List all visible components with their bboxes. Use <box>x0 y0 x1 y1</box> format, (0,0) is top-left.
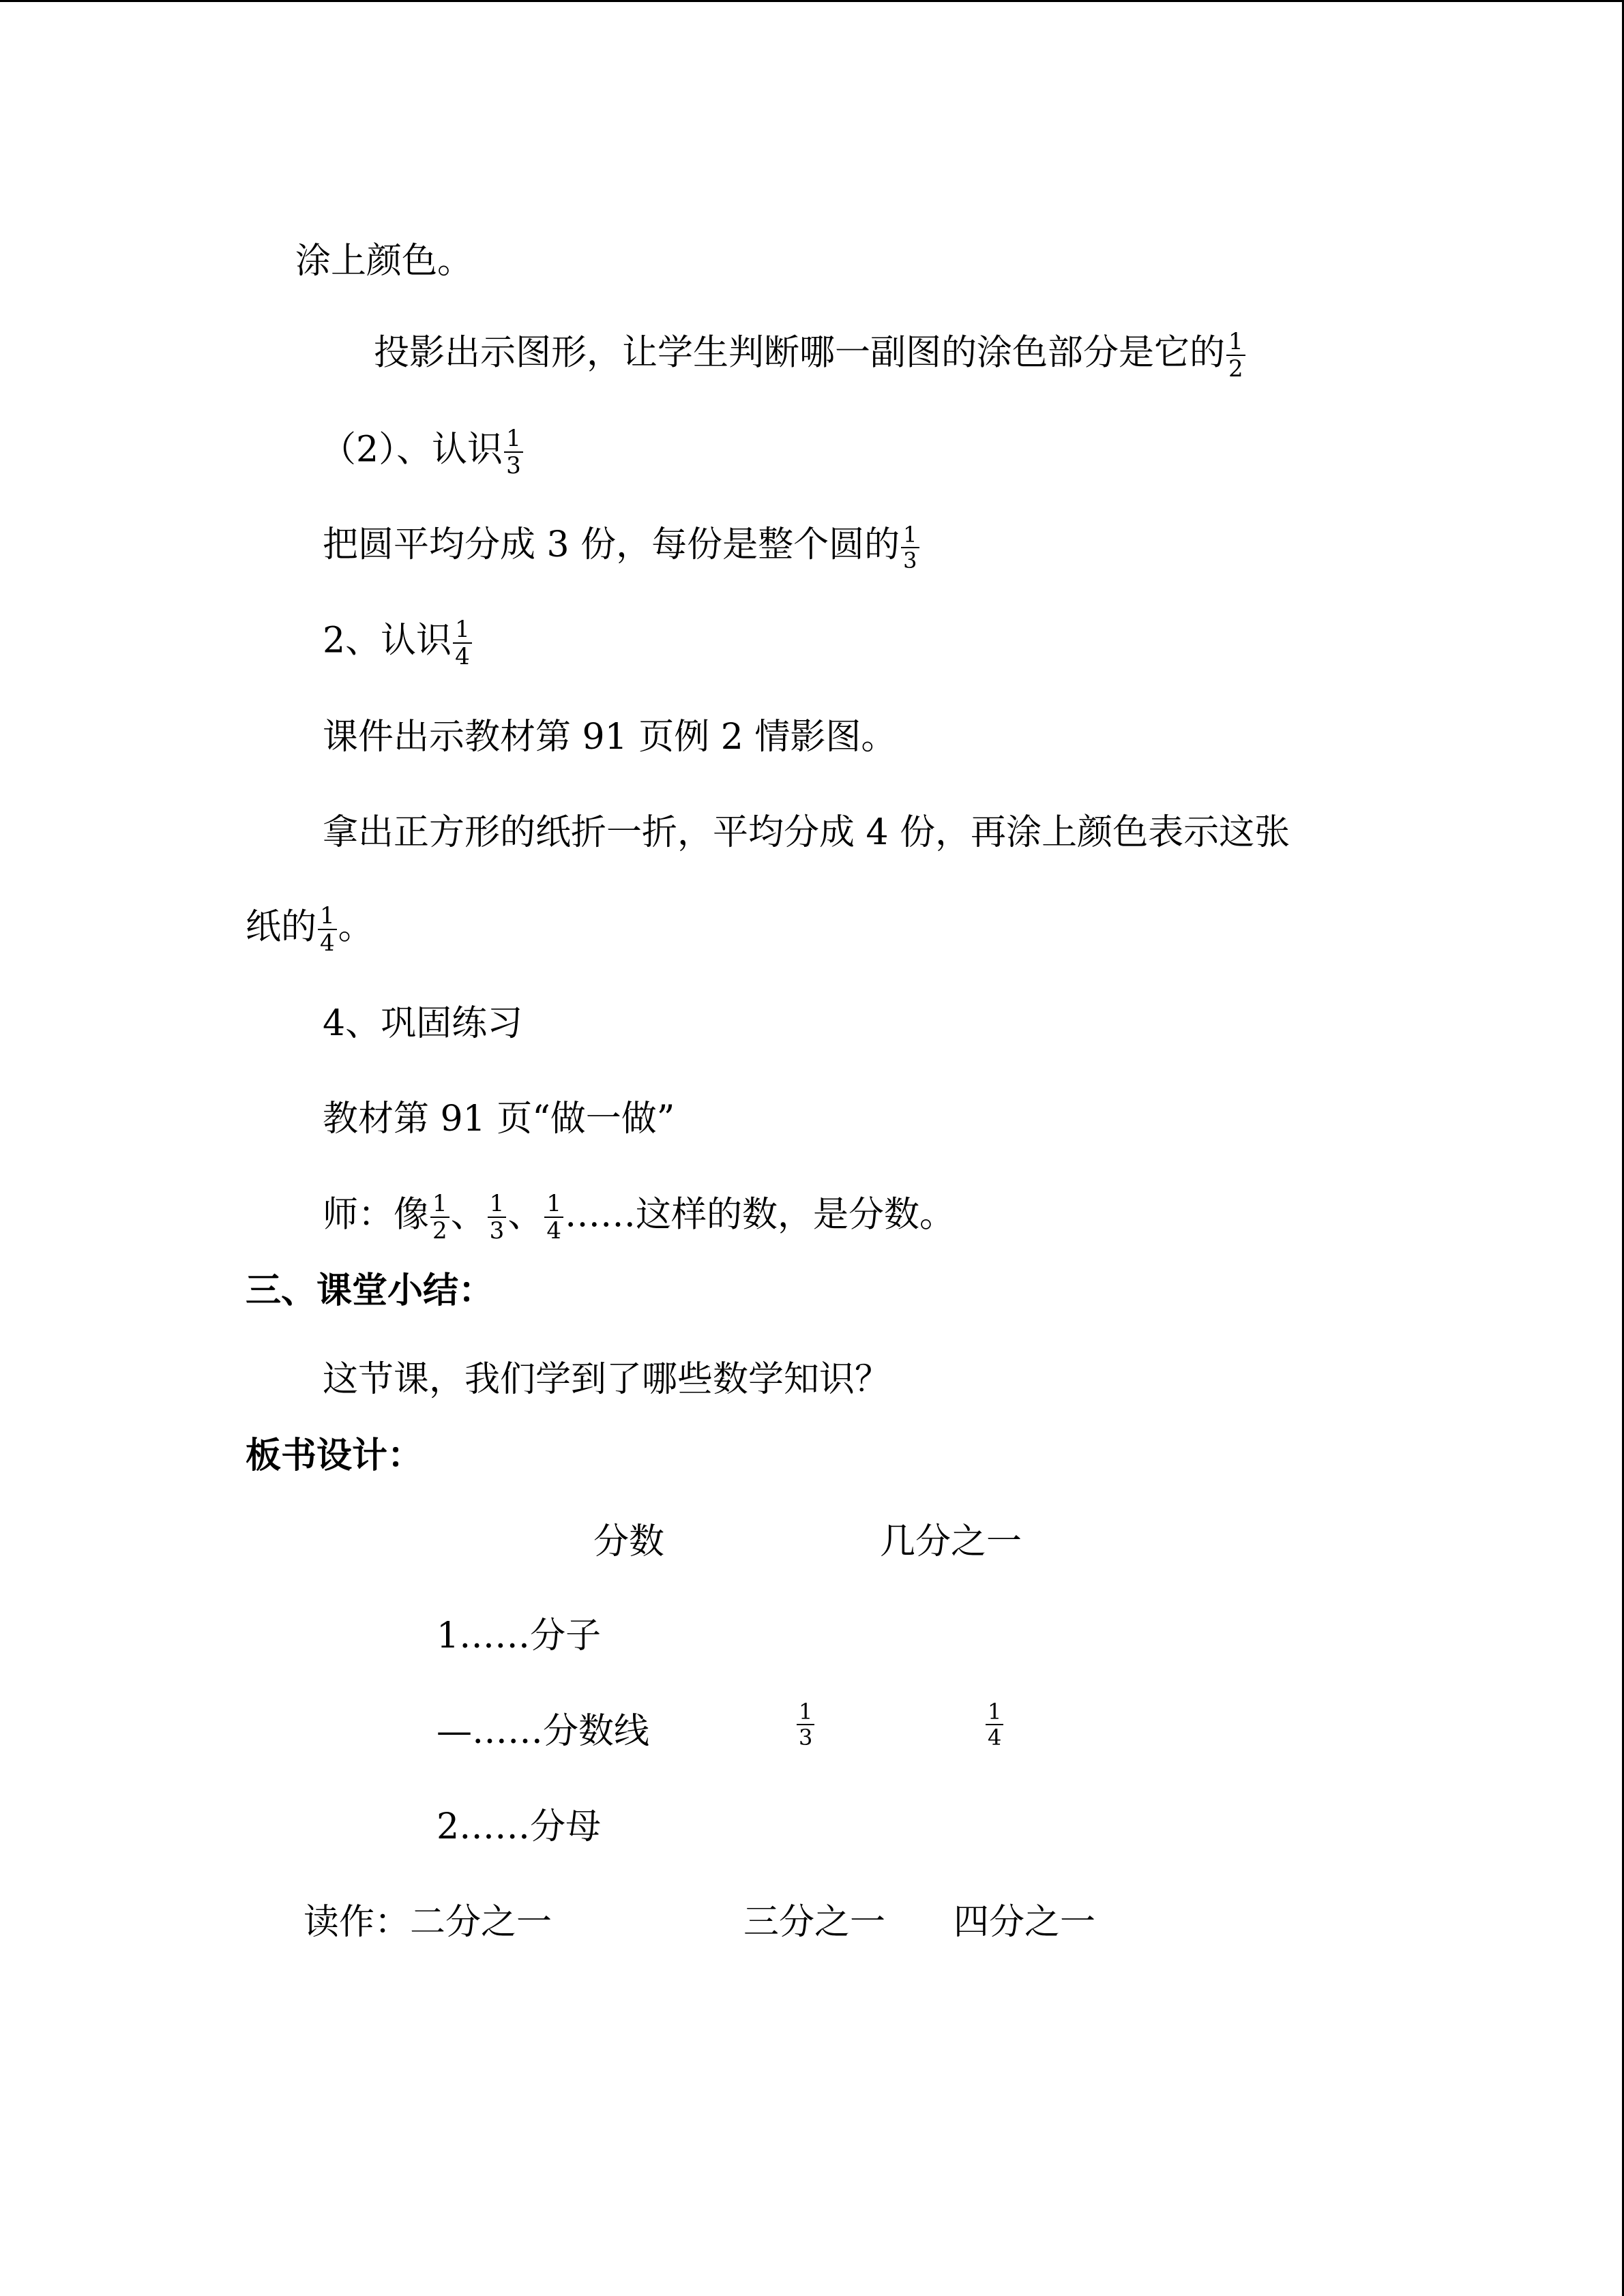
fraction-half <box>1226 329 1245 382</box>
text-span: 分数 <box>593 1521 665 1562</box>
text-span: 这节课，我们学到了哪些数学知识？ <box>323 1359 891 1400</box>
fraction-quarter <box>453 616 472 670</box>
text-line <box>323 713 896 761</box>
fraction-numerator: 1 <box>318 903 337 930</box>
text-span: —……分数线 <box>437 1711 650 1752</box>
text-line <box>321 426 525 479</box>
text-span: 涂上颜色。 <box>295 241 473 282</box>
fraction-denominator: 2 <box>432 1217 447 1244</box>
read-as-quarter <box>954 1898 1095 1946</box>
fraction-numerator: 1 <box>453 616 472 644</box>
text-span: ……这样的数，是分数。 <box>564 1194 955 1236</box>
fraction-numerator: 1 <box>430 1191 449 1218</box>
text-span: 4、巩固练习 <box>323 1003 523 1044</box>
fraction-quarter <box>544 1191 563 1244</box>
fraction-denominator: 3 <box>489 1217 505 1244</box>
read-as-line <box>304 1898 552 1946</box>
fraction-third <box>504 426 523 479</box>
text-line <box>246 903 374 956</box>
text-span: 三、课堂小结： <box>246 1270 494 1311</box>
fraction-denominator: 2 <box>1228 355 1243 383</box>
text-span: 师：像 <box>323 1194 430 1236</box>
text-span: （2）、认识 <box>321 429 503 471</box>
fraction-numerator: 1 <box>1226 329 1245 356</box>
fraction-denominator: 3 <box>903 547 917 573</box>
section-heading <box>246 1267 494 1315</box>
board-row-denominator <box>437 1803 601 1851</box>
fraction-third <box>901 522 919 573</box>
fraction-numerator: 1 <box>504 426 523 453</box>
text-span: 。 <box>338 906 374 948</box>
fraction-quarter <box>986 1699 1003 1750</box>
text-line <box>323 1000 522 1047</box>
text-span: 课件出示教材第 91 页例 2 情影图。 <box>323 717 897 758</box>
text-line <box>323 809 1290 856</box>
fraction-numerator: 1 <box>488 1191 507 1218</box>
text-span: 2、认识 <box>323 620 452 661</box>
fraction-denominator: 4 <box>455 643 470 670</box>
text-span: 拿出正方形的纸折一折，平均分成 4 份，再涂上颜色表示这张 <box>323 812 1290 853</box>
text-span: 2……分母 <box>437 1806 602 1847</box>
fraction-denominator: 3 <box>506 452 521 479</box>
text-line <box>323 1191 955 1244</box>
fraction-denominator: 4 <box>320 929 335 957</box>
text-span: 四分之一 <box>954 1902 1096 1943</box>
text-span: 纸的 <box>246 906 317 948</box>
text-span: 把圆平均分成 3 份，每份是整个圆的 <box>323 524 900 565</box>
fraction-denominator: 4 <box>546 1217 561 1244</box>
section-heading <box>246 1432 423 1480</box>
board-row-fraction-line <box>437 1708 649 1755</box>
text-span: 板书设计： <box>246 1435 424 1476</box>
text-line <box>323 616 473 670</box>
text-span: 、 <box>507 1194 544 1236</box>
fraction-numerator: 1 <box>544 1191 563 1218</box>
fraction-denominator: 4 <box>988 1724 1002 1750</box>
text-line <box>374 329 1247 382</box>
text-span: 读作：二分之一 <box>304 1902 552 1943</box>
text-span: 几分之一 <box>880 1521 1022 1562</box>
board-heading-unit-fraction <box>880 1518 1022 1566</box>
board-fraction-quarter <box>984 1698 1005 1750</box>
text-span: 教材第 91 页“做一做” <box>323 1099 675 1139</box>
board-heading-fraction <box>593 1518 664 1566</box>
fraction-quarter <box>318 903 337 956</box>
board-fraction-third <box>795 1698 816 1750</box>
text-line <box>323 1356 890 1403</box>
board-row-numerator <box>437 1612 601 1660</box>
text-line <box>323 1095 675 1143</box>
fraction-numerator: 1 <box>901 522 919 548</box>
text-span: 、 <box>450 1194 486 1236</box>
text-span: 1……分子 <box>437 1615 602 1656</box>
fraction-third <box>797 1699 814 1750</box>
fraction-numerator: 1 <box>797 1699 814 1725</box>
text-span: 投影出示图形，让学生判断哪一副图的涂色部分是它的 <box>374 332 1226 374</box>
text-line <box>295 237 473 285</box>
fraction-denominator: 3 <box>799 1724 813 1750</box>
read-as-third <box>743 1898 885 1946</box>
fraction-numerator: 1 <box>986 1699 1003 1725</box>
text-span: 三分之一 <box>743 1902 886 1943</box>
text-line <box>323 521 921 573</box>
fraction-half <box>430 1191 449 1244</box>
fraction-third <box>488 1191 507 1244</box>
